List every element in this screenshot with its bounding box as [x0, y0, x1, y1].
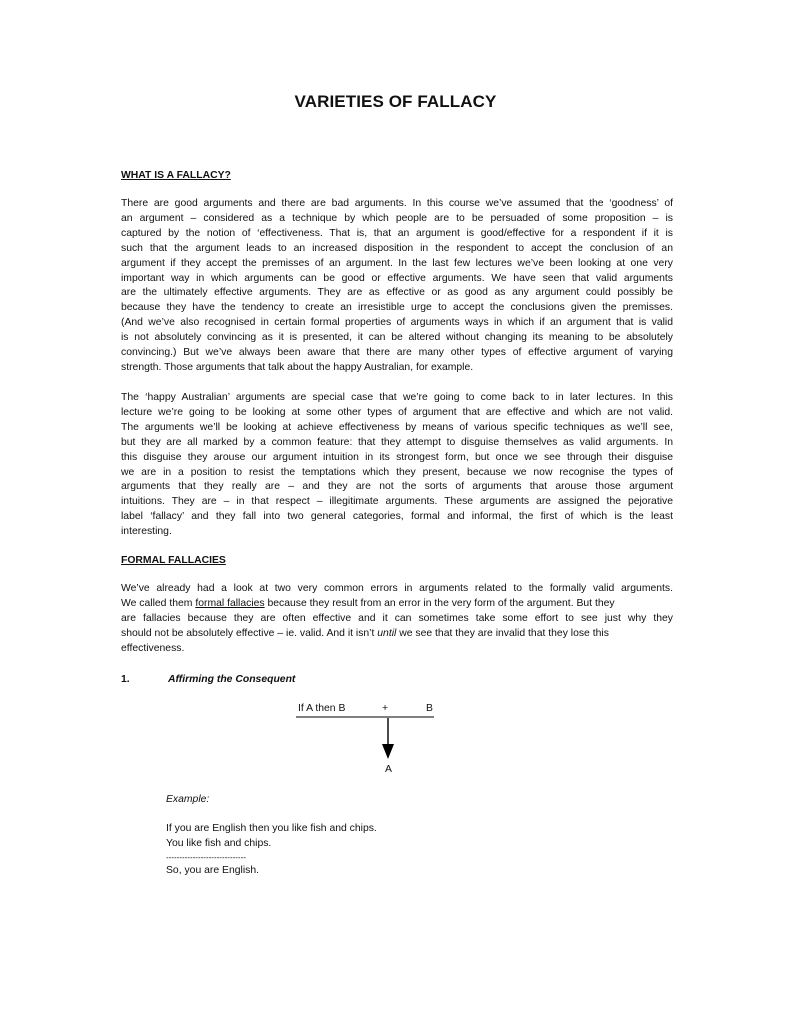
example-line: So, you are English.: [166, 864, 259, 876]
text-run: we see that they are invalid that they lose this: [396, 627, 609, 639]
paragraph-line: captured by the notion of ‘effectiveness. That is, that an argument is good/effective for a respondent if it is: [121, 227, 673, 239]
paragraph-line: because they have the tendency to create an irresistible urge to accept the conclusions given the premisses.: [121, 302, 673, 314]
list-number: 1.: [121, 674, 130, 685]
text-run: We called them: [121, 597, 196, 609]
paragraph-formal-fallacies: [121, 582, 673, 657]
paragraph-line: convincing.) But we’ve always been aware that there are many other types of effective argument of varying: [121, 347, 673, 359]
paragraph-line: are fallacies because they are often effective and it can sometimes take some effort to see just why they: [121, 612, 673, 624]
paragraph-intro: [121, 197, 673, 376]
paragraph-line: There are good arguments and there are bad arguments. In this course we’ve assumed that the ‘goodness’ of: [121, 198, 673, 209]
example-argument: [166, 822, 377, 879]
example-line: If you are English then you like fish and chips.: [166, 823, 377, 834]
diagram-premise-2: B: [426, 703, 433, 714]
arrow-down-icon: [382, 744, 394, 759]
paragraph-line: We’ve already had a look at two very common errors in arguments related to the formally valid arguments.: [121, 583, 673, 594]
text-run: because they result from an error in the very form of the argument. But they: [264, 597, 615, 609]
diagram-conclusion: A: [385, 764, 392, 775]
example-separator: ------------------------------: [166, 852, 246, 862]
paragraph-happy-australian: [121, 391, 673, 540]
paragraph-line: arguments that they really are – and they are not the sorts of arguments that arouse those argument: [121, 481, 673, 493]
paragraph-line: [121, 627, 673, 642]
paragraph-line: [121, 597, 673, 612]
paragraph-line: label ‘fallacy’ and they fall into two general categories, formal and informal, the first of which is the least: [121, 511, 673, 523]
paragraph-line: this disguise they arouse our argument intuition in its strongest form, but once we see through their disguise: [121, 451, 673, 463]
diagram-premise-1: If A then B: [298, 703, 346, 714]
subsection-title: Affirming the Consequent: [168, 674, 296, 685]
italic-term: until: [377, 627, 397, 639]
document-title: VARIETIES OF FALLACY: [294, 92, 497, 111]
paragraph-line: (And we’ve also recognised in certain formal properties of arguments ways in which if an argument that is valid: [121, 317, 673, 329]
paragraph-line: intuitions. They are – in that respect – illegitimate arguments. These arguments are assigned the pejorative: [121, 496, 673, 508]
paragraph-line: lecture we’re going to be looking at some other types of argument that are effective and which are not valid.: [121, 406, 673, 418]
paragraph-line: strength. Those arguments that talk about the happy Australian, for example.: [121, 361, 474, 373]
diagram-plus-sign: +: [382, 703, 389, 714]
paragraph-line: we are in a position to resist the temptations which they present, because we now recognise the types of: [121, 466, 673, 478]
paragraph-line: The arguments we’ll be looking at achieve effectiveness by means of various specific techniques as we’ll see,: [121, 421, 673, 433]
paragraph-line: but they are all marked by a common feature: that they attempt to disguise themselves as valid arguments. In: [121, 436, 673, 448]
example-line: You like fish and chips.: [166, 837, 272, 849]
section-heading-what-is-a-fallacy: WHAT IS A FALLACY?: [121, 170, 231, 181]
paragraph-line: are the ultimately effective arguments. They are as effective or as good as any argument could possibly be: [121, 287, 673, 299]
underlined-term: formal fallacies: [195, 597, 265, 609]
paragraph-line: effectiveness.: [121, 642, 185, 654]
paragraph-line: argument if they accept the premisses of an argument. In the last few lectures we’ve been looking at one very: [121, 257, 673, 269]
text-run: should not be absolutely effective – ie. valid. And it isn’t: [121, 627, 378, 639]
example-label: Example:: [166, 794, 210, 805]
paragraph-line: The ‘happy Australian’ arguments are special case that we’re going to come back to in later lectures. In this: [121, 392, 673, 403]
section-heading-formal-fallacies: FORMAL FALLACIES: [121, 555, 226, 566]
paragraph-line: an argument – considered as a technique by which people are to be persuaded of some proposition – is: [121, 212, 673, 224]
paragraph-line: important way in which arguments can be good or effective arguments. We have seen that valid arguments: [121, 272, 673, 284]
paragraph-line: such that the argument leads to an increased disposition in the respondent to accept the conclusion of an: [121, 242, 673, 254]
paragraph-line: interesting.: [121, 526, 172, 538]
paragraph-line: is not absolutely convincing as it is presented, it can be altered without changing its meaning to be absolutely: [121, 332, 673, 344]
